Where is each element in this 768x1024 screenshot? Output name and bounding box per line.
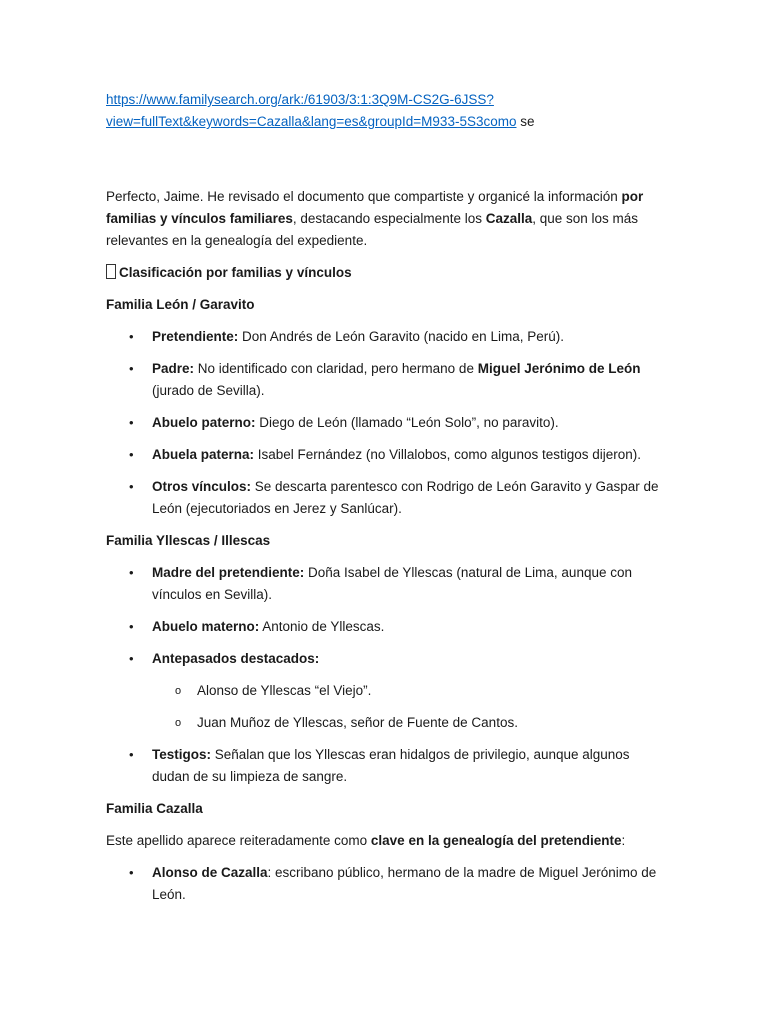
familia-leon-list <box>106 326 666 520</box>
bullet-icon: • <box>129 619 134 634</box>
item-text: Diego de León (llamado “León Solo”, no paravito). <box>255 415 559 430</box>
familia-cazalla-intro <box>106 830 666 852</box>
document-page <box>106 89 666 916</box>
list-item <box>106 616 666 638</box>
intro-bold-2: Cazalla <box>485 211 533 226</box>
cazalla-intro-text: Este apellido aparece reiteradamente como <box>106 833 371 848</box>
list-item <box>106 412 666 434</box>
item-text: No identificado con claridad, pero hermano de <box>194 361 478 376</box>
bullet-icon: • <box>129 361 134 376</box>
bullet-icon: • <box>129 865 134 880</box>
intro-text-2: , destacando especialmente los <box>292 211 486 226</box>
bullet-icon: • <box>129 329 134 344</box>
item-text: Antonio de Yllescas. <box>259 619 385 634</box>
list-item <box>106 326 666 348</box>
item-text-2: (jurado de Sevilla). <box>152 383 265 398</box>
sub-item-text: Alonso de Yllescas “el Viejo”. <box>197 683 372 698</box>
sub-item-text: Juan Muñoz de Yllescas, señor de Fuente de Cantos. <box>197 715 518 730</box>
list-item <box>106 862 666 906</box>
list-item <box>106 744 666 788</box>
source-link-line1: https://www.familysearch.org/ark:/61903/3:1:3Q9M-CS2G-6JSS? <box>106 92 494 107</box>
item-label: Madre del pretendiente: <box>152 565 305 580</box>
circle-bullet-icon: o <box>175 685 182 697</box>
familia-yllescas-list <box>106 562 666 788</box>
item-text: Don Andrés de León Garavito (nacido en Lima, Perú). <box>238 329 564 344</box>
intro-text-3: , que son los más relevantes en la genealogía del expediente. <box>106 211 639 248</box>
antepasados-sublist <box>152 680 666 734</box>
list-item <box>106 562 666 606</box>
item-text: Se descarta parentesco con Rodrigo de León Garavito y Gaspar de León (ejecutoriados en Jerez y Sanlúcar). <box>152 479 659 516</box>
cazalla-intro-end: : <box>621 833 626 848</box>
item-label: Otros vínculos: <box>152 479 252 494</box>
item-text: Señalan que los Yllescas eran hidalgos de privilegio, aunque algunos dudan de su limpieza de sangre. <box>152 747 630 784</box>
cazalla-intro-bold: clave en la genealogía del pretendiente <box>370 833 622 848</box>
link-trailing-text: se <box>516 114 535 129</box>
item-label: Pretendiente: <box>152 329 239 344</box>
item-text: Isabel Fernández (no Villalobos, como algunos testigos dijeron). <box>254 447 642 462</box>
familia-cazalla-list <box>106 862 666 906</box>
item-label: Padre: <box>152 361 195 376</box>
missing-glyph-icon <box>106 264 116 279</box>
source-link-paragraph <box>106 89 666 133</box>
bullet-icon: • <box>129 415 134 430</box>
item-label: Testigos: <box>152 747 212 762</box>
sub-list-item <box>152 712 666 734</box>
intro-text-1: Perfecto, Jaime. He revisado el documento que compartiste y organicé la información <box>106 189 622 204</box>
list-item <box>106 648 666 734</box>
item-text: : escribano público, hermano de la madre de Miguel Jerónimo de León. <box>152 865 657 902</box>
item-text: Doña Isabel de Yllescas (natural de Lima, aunque con vínculos en Sevilla). <box>152 565 632 602</box>
item-label: Abuelo materno: <box>152 619 260 634</box>
familia-cazalla-title: Familia Cazalla <box>106 801 203 816</box>
list-item <box>106 444 666 466</box>
bullet-icon: • <box>129 479 134 494</box>
intro-bold-1: por familias y vínculos familiares <box>106 189 644 226</box>
bullet-icon: • <box>129 747 134 762</box>
familia-leon-title: Familia León / Garavito <box>106 297 255 312</box>
bullet-icon: • <box>129 651 134 666</box>
list-item <box>106 358 666 402</box>
source-link[interactable] <box>106 92 516 129</box>
familia-yllescas-title: Familia Yllescas / Illescas <box>106 533 271 548</box>
intro-paragraph <box>106 186 666 252</box>
item-label: Abuela paterna: <box>152 447 255 462</box>
item-label: Antepasados destacados: <box>152 651 320 666</box>
circle-bullet-icon: o <box>175 717 182 729</box>
list-item <box>106 476 666 520</box>
bullet-icon: • <box>129 447 134 462</box>
item-bold: Miguel Jerónimo de León <box>477 361 641 376</box>
bullet-icon: • <box>129 565 134 580</box>
sub-list-item <box>152 680 666 702</box>
item-label: Alonso de Cazalla <box>152 865 268 880</box>
section-title <box>106 262 666 284</box>
section-title-text: Clasificación por familias y vínculos <box>119 265 352 280</box>
item-label: Abuelo paterno: <box>152 415 256 430</box>
source-link-line2: view=fullText&keywords=Cazalla&lang=es&groupId=M933-5S3como <box>106 114 517 129</box>
